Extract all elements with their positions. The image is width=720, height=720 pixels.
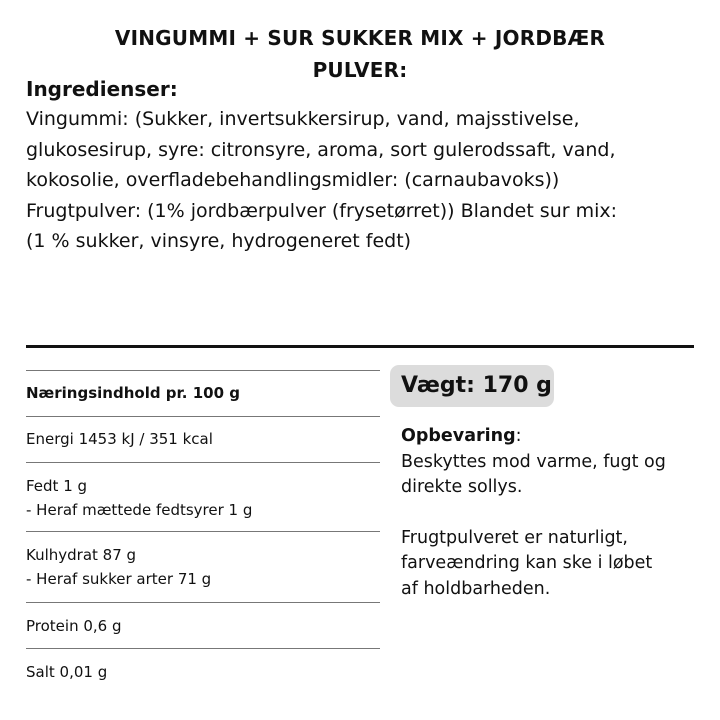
table-rule	[26, 602, 380, 603]
storage-info	[401, 424, 701, 602]
storage-label-colon: :	[515, 426, 522, 446]
nutrition-header: Næringsindhold pr. 100 g	[26, 384, 240, 402]
storage-line: direkte sollys.	[401, 477, 523, 497]
nutrition-fat: Fedt 1 g	[26, 477, 88, 495]
nutrition-salt: Salt 0,01 g	[26, 663, 108, 681]
table-rule	[26, 531, 380, 532]
storage-note-line: farveændring kan ske i løbet	[401, 553, 653, 573]
nutrition-energy: Energi 1453 kJ / 351 kcal	[26, 430, 213, 448]
nutrition-carbs: Kulhydrat 87 g	[26, 546, 137, 564]
ingredients-line: Vingummi: (Sukker, invertsukkersirup, vand, majsstivelse,	[26, 108, 580, 130]
weight-badge: Vægt: 170 g	[390, 365, 554, 407]
ingredients-line: kokosolie, overfladebehandlingsmidler: (carnaubavoks))	[26, 169, 560, 191]
ingredients-line: glukosesirup, syre: citronsyre, aroma, sort gulerodssaft, vand,	[26, 138, 616, 161]
section-divider	[26, 345, 694, 348]
table-rule	[26, 370, 380, 371]
storage-note-line: af holdbarheden.	[401, 578, 551, 599]
table-rule	[26, 462, 380, 463]
storage-line: Beskyttes mod varme, fugt og	[401, 451, 666, 472]
nutrition-carbs-sugar: - Heraf sukker arter 71 g	[26, 570, 212, 588]
nutrition-protein: Protein 0,6 g	[26, 617, 122, 635]
product-title-line-2: PULVER:	[312, 58, 408, 82]
product-title-line-1: VINGUMMI + SUR SUKKER MIX + JORDBÆR	[114, 26, 606, 50]
storage-label: Opbevaring	[401, 426, 516, 446]
ingredients-line: (1 % sukker, vinsyre, hydrogeneret fedt)	[26, 230, 412, 252]
storage-note-line: Frugtpulveret er naturligt,	[401, 527, 628, 548]
nutrition-fat-saturated: - Heraf mættede fedtsyrer 1 g	[26, 501, 253, 519]
ingredients-line: Frugtpulver: (1% jordbærpulver (frysetørret)) Blandet sur mix:	[26, 199, 618, 222]
table-rule	[26, 416, 380, 417]
ingredients-text	[26, 104, 696, 257]
ingredients-heading: Ingredienser:	[26, 77, 178, 101]
table-rule	[26, 648, 380, 649]
